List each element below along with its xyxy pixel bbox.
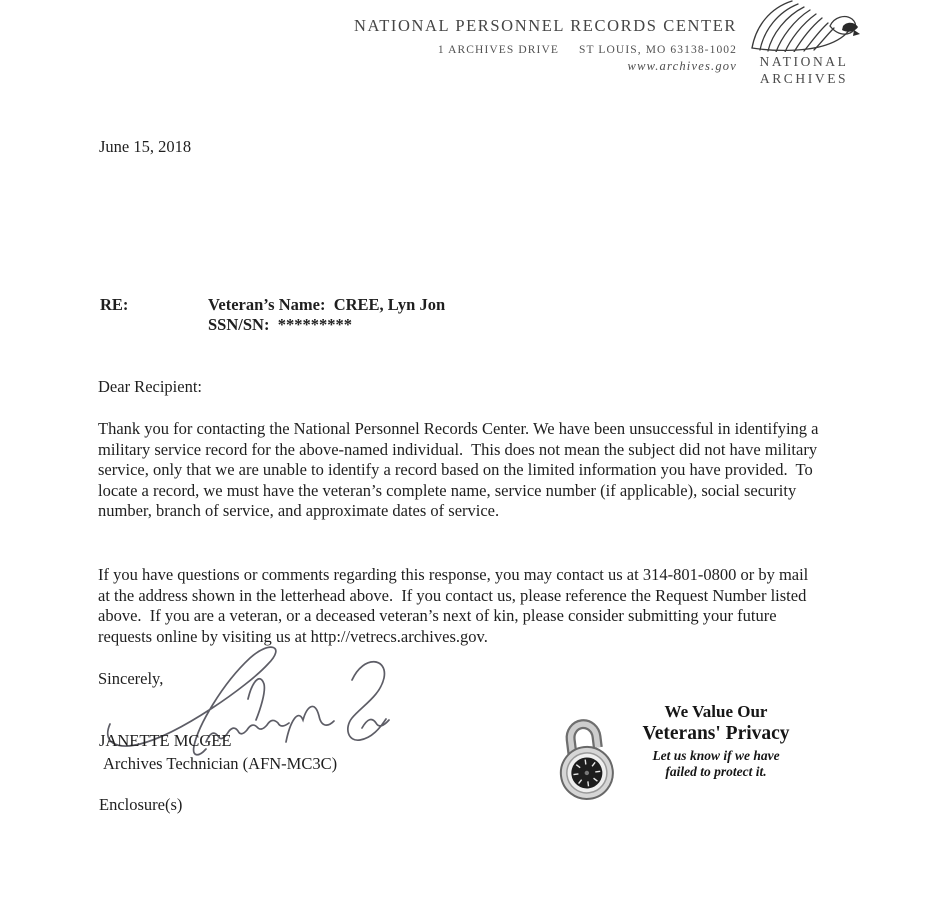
enclosure-note: Enclosure(s) [99, 795, 183, 814]
privacy-heading-line2: Veterans' Privacy [642, 723, 790, 744]
re-lines [208, 295, 445, 335]
logo-text-line2: ARCHIVES [759, 71, 849, 86]
veteran-name-line: Veteran’s Name: CREE, Lyn Jon [208, 295, 446, 314]
signer-title: Archives Technician (AFN-MC3C) [103, 754, 338, 773]
agency-website: www.archives.gov [627, 59, 737, 73]
privacy-badge [556, 701, 812, 806]
re-label: RE: [100, 295, 129, 314]
national-archives-eagle-icon [744, 0, 864, 52]
salutation: Dear Recipient: [98, 377, 202, 396]
closing: Sincerely, [98, 669, 164, 688]
body-paragraph-1: Thank you for contacting the National Personnel Records Center. We have been unsuccessful in identifying a military service record for the above-named individual. This does not mean the subject did not have military service, only that we are unable to identify a record based on the limited information you have provided. To locate a record, we must have the veteran’s complete name, service number (if applicable), social security number, branch of service, and approximate dates of service. [98, 419, 823, 521]
address-street: 1 ARCHIVES DRIVE [437, 44, 560, 56]
reference-block [100, 295, 445, 335]
agency-address [354, 44, 737, 56]
address-city: ST LOUIS, MO 63138-1002 [579, 44, 737, 56]
privacy-tagline-line1: Let us know if we have [652, 748, 780, 763]
privacy-heading-line1: We Value Our [664, 702, 768, 721]
agency-name: NATIONAL PERSONNEL RECORDS CENTER [354, 16, 737, 35]
letter-date: June 15, 2018 [99, 137, 192, 156]
combination-padlock-icon [556, 711, 618, 806]
privacy-badge-text [620, 701, 812, 780]
letterhead [354, 16, 737, 74]
signer-name: JANETTE MCGEE [99, 731, 232, 750]
ssn-line: SSN/SN: ********* [208, 315, 352, 334]
logo-text-line1: NATIONAL [759, 54, 849, 69]
body-paragraph-2: If you have questions or comments regarding this response, you may contact us at 314-801-0800 or by mail at the address shown in the letterhead above. If you contact us, please reference the Request Number listed above. If you are a veteran, or a deceased veteran’s next of kin, please consider submitting your future requests online by visiting us at http://vetrecs.archives.gov. [98, 565, 813, 646]
national-archives-logo [744, 0, 864, 86]
privacy-tagline-line2: failed to protect it. [665, 764, 767, 779]
